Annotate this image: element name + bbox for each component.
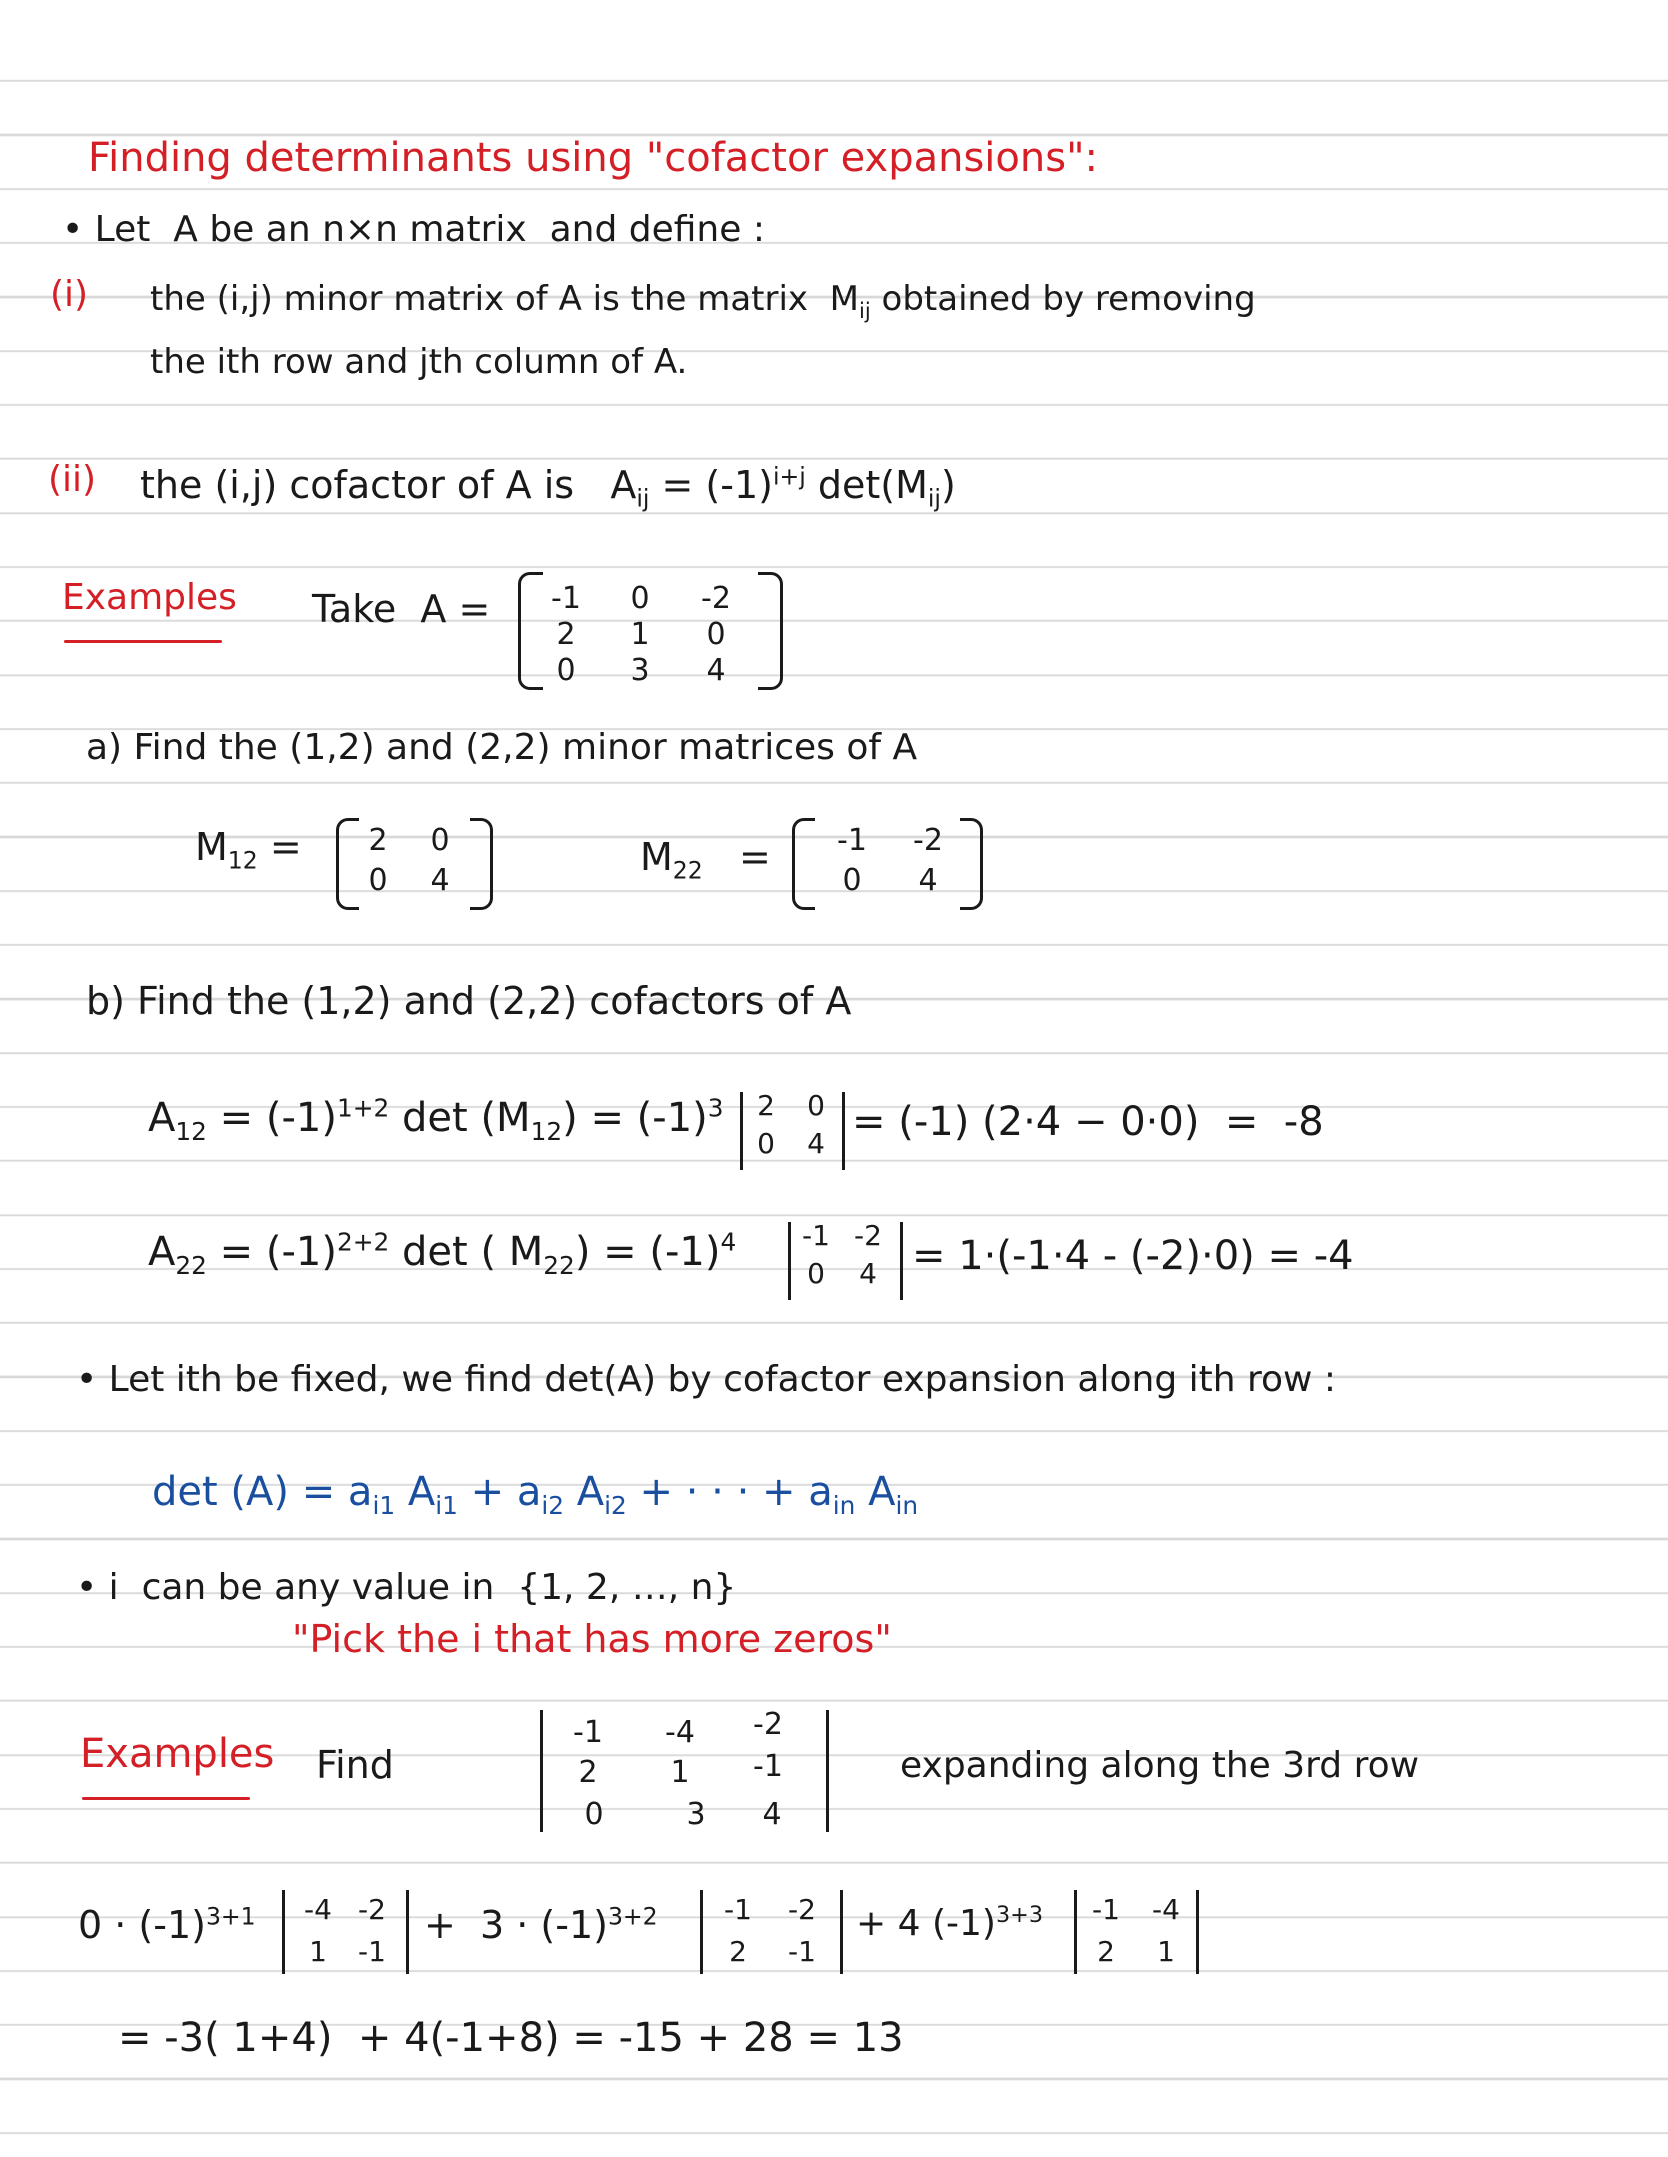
- matrix-a-right-bracket: [758, 572, 783, 690]
- term3-det-cell: -4: [1152, 1893, 1180, 1926]
- term3-det-left-bar: [1074, 1890, 1077, 1974]
- a12-det-cell: 0: [757, 1127, 775, 1160]
- term1-det-right-bar: [406, 1890, 409, 1974]
- ex2-det-right-bar: [826, 1710, 829, 1832]
- zeros-tip: "Pick the i that has more zeros": [292, 1617, 892, 1661]
- term2-det-cell: -1: [788, 1935, 816, 1968]
- a12-rhs: = (-1) (2·4 − 0·0) = -8: [852, 1099, 1324, 1145]
- m22-cell: -2: [913, 823, 943, 858]
- matrix-a-cell: 1: [630, 617, 650, 652]
- take-a-label: Take A =: [312, 587, 491, 631]
- term3-prefix: + 4 $(-1)^{3+3}$: [856, 1902, 1044, 1944]
- term3-det-cell: 2: [1097, 1935, 1115, 1968]
- a12-lhs: $A_{12} = (-1)^{1+2}$ $\det (M_{12}) = (-1)^3$: [148, 1093, 724, 1146]
- matrix-a-cell: 2: [556, 617, 576, 652]
- m22-cell: 4: [918, 863, 938, 898]
- m22-left-bracket: [792, 818, 815, 910]
- def1-text: the (i,j) minor matrix of A is the matrix $M_{ij}$ obtained by removing: [150, 279, 1256, 323]
- minor-symbol: M: [829, 279, 860, 319]
- expanding-along-label: expanding along the 3rd row: [900, 1745, 1420, 1786]
- examples-underline-1: [64, 640, 222, 643]
- term3-det-cell: -1: [1092, 1893, 1120, 1926]
- matrix-a-cell: -1: [551, 581, 581, 616]
- a12-det-cell: 0: [807, 1089, 825, 1122]
- a22-det-left-bar: [788, 1222, 791, 1300]
- def2-text: the (i,j) cofactor of A is $A_{ij} = (-1)^{i+j}$ $\det(M_{ij})$: [140, 462, 956, 513]
- def2-marker: (ii): [48, 459, 97, 500]
- term2-det-cell: -1: [724, 1893, 752, 1926]
- m22-label: $M_{22}$ =: [640, 835, 771, 885]
- row-choice-note: • i can be any value in {1, 2, …, n}: [76, 1567, 737, 1608]
- ex2-det-cell: 4: [762, 1797, 782, 1832]
- ex2-det-cell: -1: [753, 1749, 783, 1784]
- matrix-a-cell: 0: [630, 581, 650, 616]
- final-result: = -3( 1+4) + 4(-1+8) = -15 + 28 = 13: [118, 2015, 904, 2061]
- fixed-row-statement: • Let ith be fixed, we find det(A) by cofactor expansion along ith row :: [76, 1359, 1337, 1400]
- def1-line2: the ith row and jth column of A.: [150, 342, 688, 382]
- matrix-a-left-bracket: [518, 572, 543, 690]
- expansion-formula: $\det (A) = a_{i1}$ $A_{i1} + a_{i2}$ $A_{i2}$ + · · · + $a_{in}$ $A_{in}$: [152, 1469, 919, 1520]
- ex2-det-cell: -4: [665, 1715, 695, 1750]
- find-label: Find: [316, 1743, 394, 1787]
- a22-det-cell: 4: [859, 1257, 877, 1290]
- matrix-a-cell: 4: [706, 653, 726, 688]
- examples-heading-2: Examples: [80, 1731, 275, 1777]
- m22-right-bracket: [960, 818, 983, 910]
- term2-det-right-bar: [840, 1890, 843, 1974]
- term2-det-left-bar: [700, 1890, 703, 1974]
- a22-det-cell: 0: [807, 1257, 825, 1290]
- term2-det-cell: -2: [788, 1893, 816, 1926]
- term1-det-cell: -4: [304, 1893, 332, 1926]
- m22-cell: 0: [842, 863, 862, 898]
- m12-label: $M_{12}$ =: [195, 825, 302, 875]
- term1-det-cell: -2: [358, 1893, 386, 1926]
- m12-cell: 0: [430, 823, 450, 858]
- term3-det-cell: 1: [1157, 1935, 1175, 1968]
- ex2-det-cell: 1: [670, 1755, 690, 1790]
- term1-det-cell: 1: [309, 1935, 327, 1968]
- term1-det-cell: -1: [358, 1935, 386, 1968]
- ex2-det-cell: -2: [753, 1707, 783, 1742]
- ex2-det-cell: 0: [584, 1797, 604, 1832]
- a12-det-right-bar: [842, 1092, 845, 1170]
- ex2-det-cell: 2: [578, 1755, 598, 1790]
- matrix-a-cell: 0: [706, 617, 726, 652]
- part-b-prompt: b) Find the (1,2) and (2,2) cofactors of A: [86, 979, 852, 1023]
- m12-right-bracket: [470, 818, 493, 910]
- ex2-det-cell: 3: [686, 1797, 706, 1832]
- term3-det-right-bar: [1196, 1890, 1199, 1974]
- a22-det-cell: -2: [854, 1219, 882, 1252]
- def1-marker: (i): [50, 274, 89, 315]
- m12-cell: 0: [368, 863, 388, 898]
- matrix-a-cell: 0: [556, 653, 576, 688]
- term2-prefix: + $3 \cdot (-1)^{3+2}$: [424, 1902, 658, 1947]
- m22-cell: -1: [837, 823, 867, 858]
- ex2-det-cell: -1: [573, 1715, 603, 1750]
- a22-det-right-bar: [900, 1222, 903, 1300]
- matrix-a-cell: 3: [630, 653, 650, 688]
- intro-line: • Let A be an n×n matrix and define :: [62, 209, 765, 250]
- term2-det-cell: 2: [729, 1935, 747, 1968]
- a22-lhs: $A_{22} = (-1)^{2+2}$ det ( $M_{22}) = (-1)^4$: [148, 1227, 737, 1280]
- m12-cell: 2: [368, 823, 388, 858]
- examples-heading-1: Examples: [62, 577, 237, 618]
- a22-det-cell: -1: [802, 1219, 830, 1252]
- page-title: Finding determinants using "cofactor expansions":: [88, 135, 1098, 181]
- term1-prefix: $0 \cdot (-1)^{3+1}$: [78, 1902, 256, 1947]
- ex2-det-left-bar: [540, 1710, 543, 1832]
- term1-det-left-bar: [282, 1890, 285, 1974]
- matrix-a-cell: -2: [701, 581, 731, 616]
- examples-underline-2: [82, 1797, 250, 1800]
- a12-det-cell: 4: [807, 1127, 825, 1160]
- part-a-prompt: a) Find the (1,2) and (2,2) minor matrices of A: [86, 727, 918, 768]
- m12-cell: 4: [430, 863, 450, 898]
- a22-rhs: = 1·(-1·4 - (-2)·0) = -4: [912, 1233, 1354, 1279]
- a12-det-cell: 2: [757, 1089, 775, 1122]
